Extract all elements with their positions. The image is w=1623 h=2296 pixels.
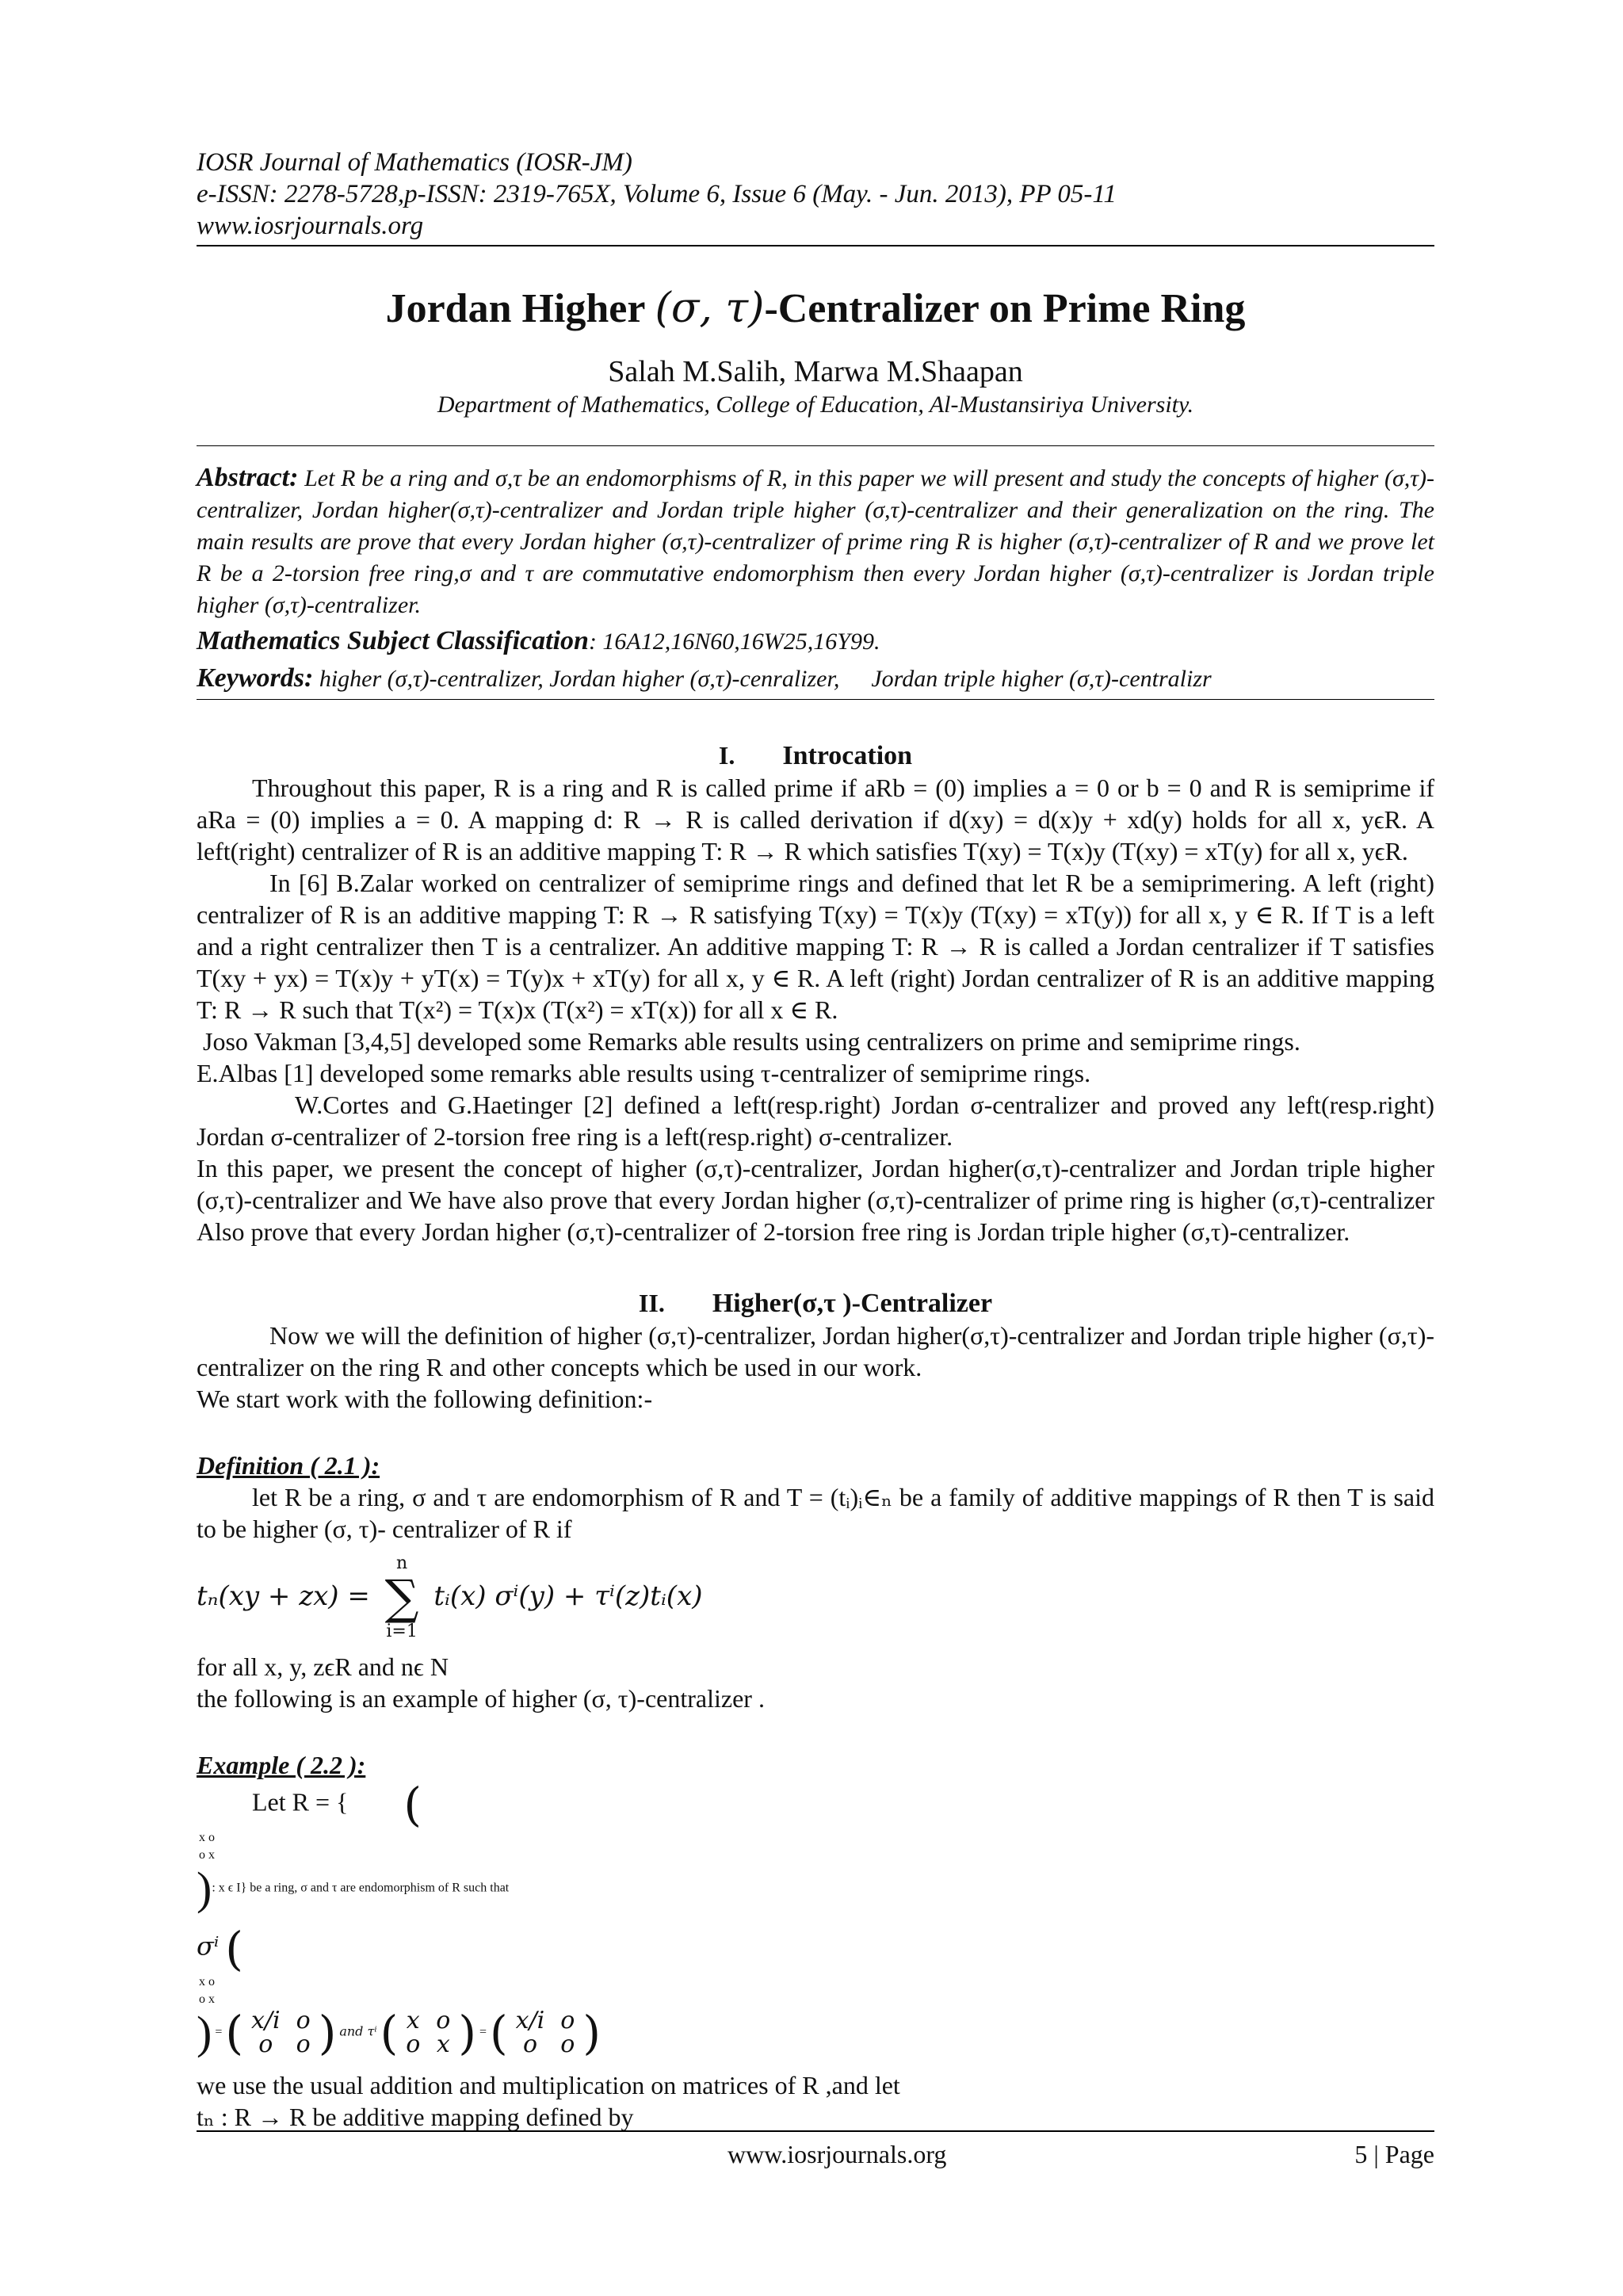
section-heading-intro xyxy=(197,739,1434,772)
intro-paragraph-4: E.Albas [1] developed some remarks able results using τ-centralizer of semiprime rings. xyxy=(197,1059,1091,1087)
example-let-post: : x ϵ I} be a ring, σ and τ are endomorphism of R such that xyxy=(212,1881,510,1895)
matrix-x-o: ( xyxy=(403,1778,422,1832)
title-post: -Centralizer on Prime Ring xyxy=(764,286,1246,331)
definition-heading: Definition ( 2.1 ): xyxy=(197,1451,380,1480)
abstract-top-rule xyxy=(197,445,1434,446)
header-rule xyxy=(197,245,1434,246)
example-let-pre: Let R = { xyxy=(252,1787,349,1817)
keywords-label: Keywords: xyxy=(197,663,314,693)
summation-symbol: n ∑ i=1 xyxy=(384,1553,419,1641)
msc-label: Mathematics Subject Classification xyxy=(197,626,589,655)
definition-formula xyxy=(197,1553,1434,1643)
journal-website[interactable]: www.iosrjournals.org xyxy=(197,212,424,240)
journal-issn: e-ISSN: 2278-5728,p-ISSN: 2319-765X, Volume 6, Issue 6 (May. - Jun. 2013), PP 05-11 xyxy=(197,180,1117,208)
example-maps-line xyxy=(197,1922,1434,1976)
matrix-xi-o: ( x/i o o o ) xyxy=(225,2006,337,2060)
title-pre: Jordan Higher xyxy=(385,286,655,331)
intro-paragraph-6: In this paper, we present the concept of higher (σ,τ)-centralizer, Jordan higher(σ,τ)-centralizer and Jordan triple higher (σ,τ)-centralizer and We have also prove that every Jordan higher (σ,τ)-centralizer of prime ring is higher (σ,τ)-centralizer Also prove that every Jordan higher (σ,τ)-centralizer of 2-torsion free ring is Jordan triple higher (σ,τ)-centralizer. xyxy=(197,1154,1434,1246)
authors: Salah M.Salih, Marwa M.Shaapan xyxy=(608,355,1023,388)
paper-title xyxy=(197,285,1434,333)
journal-name: IOSR Journal of Mathematics (IOSR-JM) xyxy=(197,148,632,177)
msc-text: : 16A12,16N60,16W25,16Y99. xyxy=(588,628,880,655)
intro-paragraph-2: In [6] B.Zalar worked on centralizer of semiprime rings and defined that let R be a semiprimering. A left (right) centralizer of R is an additive mapping T: R → R satisfying T(xy) = T(x)y (T(xy) = xT(y)) for all x, y ∈ R. If T is a left and a right centralizer then T is a centralizer. An additive mapping T: R → R is called a Jordan centralizer if T satisfies T(xy + yx) = T(x)y + yT(x) = T(y)x + xT(y) for all x, y ∈ R. A left (right) Jordan centralizer of R is an additive mapping T: R → R such that T(x²) = T(x)x (T(x²) = xT(x)) for all x ∈ R. xyxy=(197,869,1434,1024)
matrix-x-o: ( x o o x ) xyxy=(380,2006,476,2060)
keywords-part2: Jordan triple higher (σ,τ)-centralizr xyxy=(871,666,1212,692)
intro-paragraph-5: W.Cortes and G.Haetinger [2] defined a left(resp.right) Jordan σ-centralizer and proved any left(resp.right) Jordan σ-centralizer of 2-torsion free ring is a left(resp.right) σ-centralizer. xyxy=(197,1091,1434,1151)
matrix-xi-o: ( x/i o o o ) xyxy=(490,2006,601,2060)
intro-paragraph-1: Throughout this paper, R is a ring and R is called prime if aRb = (0) implies a = 0 or b = 0 and R is semiprime if aRa = (0) implies a = 0. A mapping d: R → R is called derivation if d(xy) = d(x)y + xd(y) holds for all x, yϵR. A left(right) centralizer of R is an additive mapping T: R → R which satisfies T(xy) = T(x)y (T(xy) = xT(y) for all x, yϵR. xyxy=(197,774,1434,865)
sigma-symbol: σⁱ xyxy=(197,1931,220,1962)
section-number: I. xyxy=(718,741,735,770)
example-heading: Example ( 2.2 ): xyxy=(197,1751,366,1779)
definition-after-2: the following is an example of higher (σ, τ)-centralizer . xyxy=(197,1684,765,1713)
example-line-2: tₙ : R → R be additive mapping defined by xyxy=(197,2103,634,2131)
example-let-line xyxy=(197,1778,1434,1832)
formula-lhs: tₙ(xy + zx) = xyxy=(197,1580,370,1612)
keywords-part1: higher (σ,τ)-centralizer, Jordan higher (σ,τ)-cenralizer, xyxy=(313,666,840,692)
affiliation: Department of Mathematics, College of Education, Al-Mustansiriya University. xyxy=(437,392,1194,418)
definition-text: let R be a ring, σ and τ are endomorphism of R and T = (tᵢ)ᵢ∈ₙ be a family of additive mappings of R then T is said to be higher (σ, τ)- centralizer of R if xyxy=(197,1483,1434,1543)
title-math: (σ, τ) xyxy=(655,285,765,332)
example-line-1: we use the usual addition and multiplication on matrices of R ,and let xyxy=(197,2071,900,2099)
section2-paragraph-1: Now we will the definition of higher (σ,τ)-centralizer, Jordan higher(σ,τ)-centralizer and Jordan triple higher (σ,τ)-centralizer on the ring R and other concepts which be used in our work. xyxy=(197,1321,1434,1381)
abstract xyxy=(197,462,1434,621)
section-title: Higher(σ,τ )-Centralizer xyxy=(712,1289,993,1318)
abstract-bottom-rule xyxy=(197,699,1434,700)
formula-rhs: tᵢ(x) σⁱ(y) + τⁱ(z)tᵢ(x) xyxy=(433,1580,703,1612)
footer-rule xyxy=(197,2130,1434,2132)
intro-paragraph-3: Joso Vakman [3,4,5] developed some Remarks able results using centralizers on prime and semiprime rings. xyxy=(203,1027,1300,1056)
sum-upper-limit: n xyxy=(395,1553,408,1573)
section-number: II. xyxy=(638,1289,665,1317)
section-title: Introcation xyxy=(782,741,913,770)
abstract-label: Abstract: xyxy=(197,463,299,492)
paper-page: IOSR Journal of Mathematics (IOSR-JM) e-ISSN: 2278-5728,p-ISSN: 2319-765X, Volume 6, Issue 6 (May. - Jun. 2013), PP 05-11 www.iosrjournals.org Jordan Higher (σ, τ)-Centralizer on Prime Ring Salah M.Salih, Marwa M.Shaapan Department of Mathematics, College of Education, Al-Mustansiriya University. Abstract: Let R be a ring and σ,τ be an endomorphisms of R, in this paper we will present and study the concepts of higher (σ,τ)-centralizer, Jordan higher(σ,τ)-centralizer and Jordan triple higher (σ,τ)-centralizer and their generalization on the ring. The main results are prove that every Jordan higher (σ,τ)-centralizer of prime ring R is higher (σ,τ)-centralizer of R and we prove let R be a 2-torsion free ring,σ and τ are commutative endomorphism then every Jordan higher (σ,τ)-centralizer is Jordan triple higher (σ,τ)-centralizer. Mathematics Subject Classification: 16A12,16N60,16W25,16Y99. Keywords: higher (σ,τ)-centralizer, Jordan higher (σ,τ)-cenralizer, Jordan triple higher (σ,τ)-centralizr I. Introcation Throughout this paper, R is a ring and R is called prime if aRb = (0) implies a = 0 or b = 0 and R is semiprime if aRa = (0) implies a = 0. A mapping d: R → R is called derivation if d(xy) = d(x)y + xd(y) holds for all x, yϵR. A left(right) centralizer of R is an additive mapping T: R → R which satisfies T(xy) = T(x)y (T(xy) = xT(y) for all x, yϵR. In [6] B.Zalar worked on centralizer of semiprime rings and defined that let R be a semiprimering. A left (right) centralizer of R is an additive mapping T: R → R satisfying T(xy) = T(x)y (T(xy) = xT(y)) for all x, y ∈ R. If T is a left and a right centralizer then T is a centralizer. An additive mapping T: R → R is called a Jordan centralizer if T satisfies T(xy + yx) = T(x)y + yT(x) = T(y)x + xT(y) for all x, y ∈ R. A left (right) Jordan centralizer of R is an additive mapping T: R → R such that T(x²) = T(x)x (T(x²) = xT(x)) for all x ∈ R. Joso Vakman [3,4,5] developed some Remarks able results using centralizers on prime and semiprime rings. E.Albas [1] developed some remarks able results using τ-centralizer of semiprime rings. W.Cortes and G.Haetinger [2] defined a left(resp.right) Jordan σ-centralizer and proved any left(resp.right) Jordan σ-centralizer of 2-torsion free ring is a left(resp.right) σ-centralizer. In this paper, we present the concept of higher (σ,τ)-centralizer, Jordan higher(σ,τ)-centralizer and Jordan triple higher (σ,τ)-centralizer and We have also prove that every Jordan higher (σ,τ)-centralizer of prime ring is higher (σ,τ)-centralizer Also prove that every Jordan higher (σ,τ)-centralizer of 2-torsion free ring is Jordan triple higher (σ,τ)-centralizer. II. Higher(σ,τ )-Centralizer Now we will the definition of higher (σ,τ)-centralizer, Jordan higher(σ,τ)-centralizer and Jordan triple higher (σ,τ)-centralizer on the ring R and other concepts which be used in our work. We start work with the following definition:- Definition ( 2.1 ): let R be a ring, σ and τ are endomorphism of R and T = (tᵢ)ᵢ∈ₙ be a family of additive mappings of R then T is said to be higher (σ, τ)- centralizer of R if tₙ(xy + zx) = n ∑ i=1 tᵢ(x) σⁱ(y) + τⁱ(z)tᵢ(x) for all x, y, zϵR and nϵ N the following is an example of higher (σ, τ)-centralizer . Example ( 2.2 ): Let R = { ( x o o x ): x ϵ I} be a ring, σ and τ are endomorphism of R such that σⁱ ( x o o x ) = ( x/i o o o ) and τⁱ ( x o o x ) = ( x/i o o o ) we use the usual addition and multiplication on matrices of R ,and let tₙ : R → R be additive mapping defined by xyxy=(197,148,1434,2131)
msc xyxy=(197,625,1434,659)
abstract-block xyxy=(197,445,1434,700)
abstract-text: Let R be a ring and σ,τ be an endomorphisms of R, in this paper we will present and study the concepts of higher (σ,τ)-centralizer, Jordan higher(σ,τ)-centralizer and Jordan triple higher (σ,τ)-centralizer and their generalization on the ring. The main results are prove that every Jordan higher (σ,τ)-centralizer of prime ring R is higher (σ,τ)-centralizer of R and we prove let R be a 2-torsion free ring,σ and τ are commutative endomorphism then every Jordan higher (σ,τ)-centralizer is Jordan triple higher (σ,τ)-centralizer. xyxy=(197,465,1434,618)
matrix-x-o: ( xyxy=(225,1922,243,1976)
keywords xyxy=(197,662,1434,696)
sum-lower-limit: i=1 xyxy=(386,1622,418,1641)
section-heading-higher xyxy=(197,1287,1434,1320)
and-tau-symbol: and τⁱ xyxy=(339,2023,377,2039)
footer-website[interactable]: www.iosrjournals.org xyxy=(727,2140,947,2168)
section2-paragraph-2: We start work with the following definition:- xyxy=(197,1385,653,1413)
definition-after-1: for all x, y, zϵR and nϵ N xyxy=(197,1652,449,1681)
page-number: 5 | Page xyxy=(1354,2140,1434,2168)
